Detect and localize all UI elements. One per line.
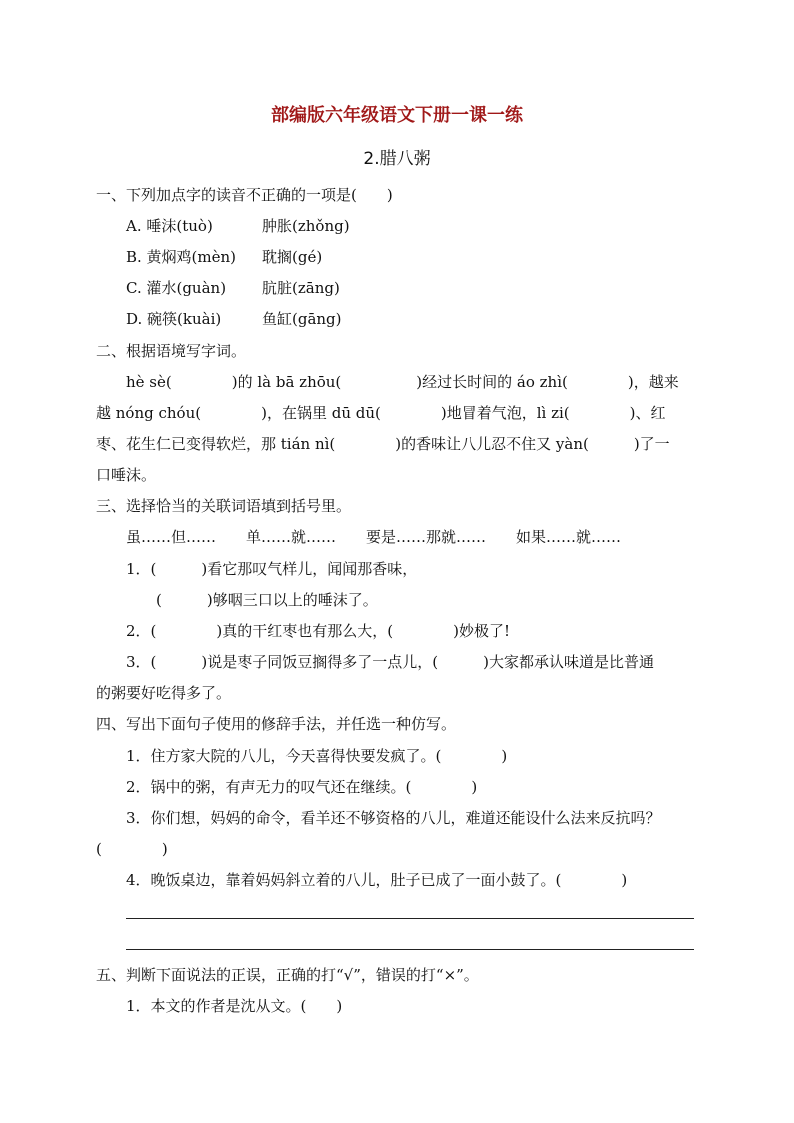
question-4-item: 4．晚饭桌边，靠着妈妈斜立着的八儿，肚子已成了一面小鼓了。( ) bbox=[96, 871, 628, 889]
question-3-item: 1．( )看它那叹气样儿，闻闻那香味， bbox=[96, 560, 418, 578]
question-3-stem: 三、选择恰当的关联词语填到括号里。 bbox=[96, 497, 352, 515]
question-4-item: 1．住方家大院的八儿，今天喜得快要发疯了。( ) bbox=[96, 747, 508, 765]
conjunction-word-bank: 虽……但…… 单……就…… 要是……那就…… 如果……就…… bbox=[96, 528, 622, 546]
question-1-option-c-left: C. 灌水(guàn) bbox=[126, 279, 227, 297]
question-1-option-c-right: 肮脏(zāng) bbox=[262, 279, 340, 297]
question-2-line: 越 nóng chóu( )，在锅里 dū dū( )地冒着气泡，lì zi( )、红 bbox=[96, 404, 666, 422]
answer-line[interactable] bbox=[126, 918, 694, 919]
question-3-item: 3．( )说是枣子同饭豆搁得多了一点儿，( )大家都承认味道是比普通 bbox=[96, 653, 654, 671]
question-3-item: 的粥要好吃得多了。 bbox=[96, 684, 232, 702]
question-1-option-a-left: A. 唾沫(tuò) bbox=[126, 217, 213, 235]
question-2-line: hè sè( )的 là bā zhōu( )经过长时间的 áo zhì( )，越来 bbox=[96, 373, 679, 391]
question-5-stem: 五、判断下面说法的正误，正确的打“√”，错误的打“×”。 bbox=[96, 966, 479, 984]
question-1-option-a-right: 肿胀(zhǒng) bbox=[262, 217, 350, 235]
question-2-line: 枣、花生仁已变得软烂，那 tián nì( )的香味让八儿忍不住又 yàn( )了一 bbox=[96, 435, 670, 453]
question-1-option-b-left: B. 黄焖鸡(mèn) bbox=[126, 248, 237, 266]
question-1-option-b-right: 耽搁(gé) bbox=[262, 248, 323, 266]
question-4-item: ( ) bbox=[96, 840, 168, 858]
question-2-stem: 二、根据语境写字词。 bbox=[96, 342, 247, 360]
question-3-item: 2．( )真的干红枣也有那么大，( )妙极了! bbox=[96, 622, 510, 640]
question-1-stem: 一、下列加点字的读音不正确的一项是( ) bbox=[96, 186, 393, 204]
answer-line[interactable] bbox=[126, 949, 694, 950]
question-1-option-d-right: 鱼缸(gāng) bbox=[262, 310, 342, 328]
lesson-title: 2.腊八粥 bbox=[363, 149, 431, 169]
question-1-option-d-left: D. 碗筷(kuài) bbox=[126, 310, 222, 328]
question-4-stem: 四、写出下面句子使用的修辞手法，并任选一种仿写。 bbox=[96, 715, 457, 733]
question-4-item: 2．锅中的粥，有声无力的叹气还在继续。( ) bbox=[96, 778, 478, 796]
question-2-line: 口唾沫。 bbox=[96, 466, 157, 484]
question-4-item: 3．你们想，妈妈的命令，看羊还不够资格的八儿，难道还能设什么法来反抗吗？ bbox=[96, 809, 661, 827]
question-5-item: 1．本文的作者是沈从文。( ) bbox=[96, 997, 343, 1015]
question-3-item: ( )够咽三口以上的唾沫了。 bbox=[96, 591, 378, 609]
page-title: 部编版六年级语文下册一课一练 bbox=[271, 105, 523, 126]
